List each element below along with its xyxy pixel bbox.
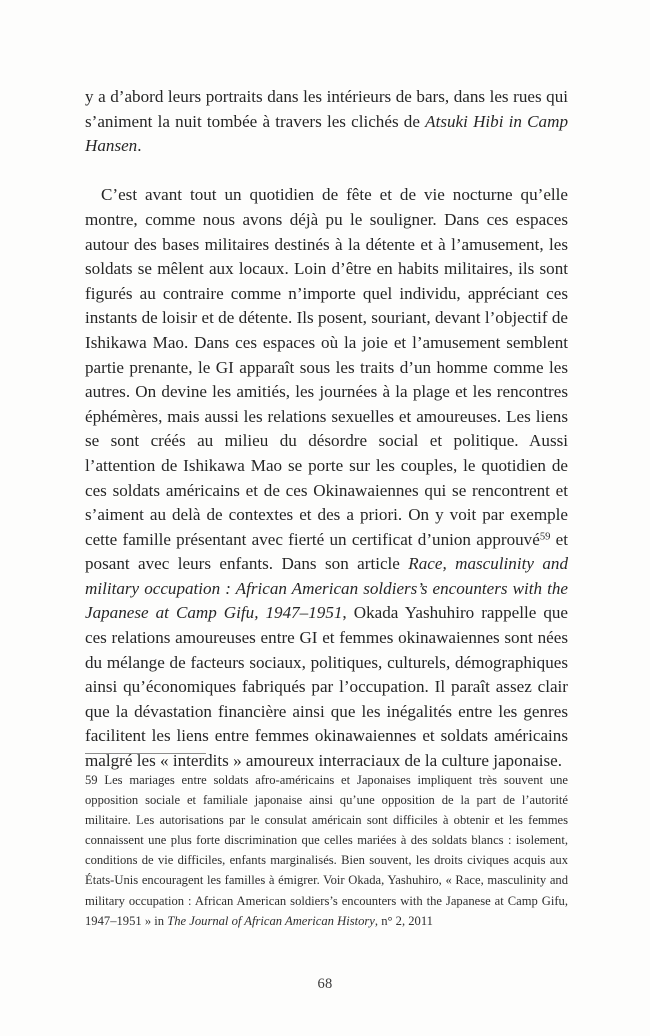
footnote-59-run-1: 59 Les mariages entre soldats afro-américains et Japonaises impliquent très souvent une opposition sociale et familiale japonaise ainsi qu’une opposition de la part de l’autorité militaire. Les autorisations par le consulat américain sont difficiles à obtenir et les femmes connaissent une plus forte discrimination que celles mariées à des soldats blancs : isolement, conditions de vie difficiles, enfants marginalisés. Bien souvent, les droits civiques acquis aux États-Unis encouragent les familles à émigrer. Voir Okada, Yashuhiro, « Race, masculinity and military occupation : African American soldiers’s encounters with the Japanese at Camp Gifu, 1947–1951 » in: [85, 773, 568, 928]
paragraph-continued-run-2: .: [137, 136, 142, 156]
footnote-block: [85, 753, 568, 931]
footnote-separator-rule: [85, 753, 206, 754]
italic-work-title-atsuki-hibi: Atsuki Hibi in Camp Hansen: [85, 111, 568, 156]
paragraph-main-run-3: , Okada Yashuhiro rappelle que ces relations amoureuses entre GI et femmes okinawaiennes sont nées du mélange de facteurs sociaux, politiques, culturels, démographiques ainsi qu’économiques fabriqués par l’occupation. Il paraît assez clair que la dévastation financière ainsi que les inégalités entre les genres facilitent les liens entre femmes okinawaiennes et soldats américains malgré les « interdits » amoureux interraciaux de la culture japonaise.: [85, 603, 568, 771]
paragraph-continued: [85, 85, 568, 159]
paragraph-main: [85, 183, 568, 773]
footnote-reference-59[interactable]: 59: [539, 531, 551, 543]
paragraph-main-run-1: C’est avant tout un quotidien de fête et de vie nocturne qu’elle montre, comme nous avons déjà pu le souligner. Dans ces espaces autour des bases militaires destinés à la détente et à l’amusement, les soldats se mêlent aux locaux. Loin d’être en habits militaires, ils sont figurés au contraire comme n’importe quel individu, appréciant ces instants de loisir et de détente. Ils posent, souriant, devant l’objectif de Ishikawa Mao. Dans ces espaces où la joie et l’amusement semblent partie prenante, le GI apparaît sous les traits d’un homme comme les autres. On devine les amitiés, les journées à la plage et les rencontres éphémères, mais aussi les relations sexuelles et amoureuses. Les liens se sont créés au milieu du désordre social et politique. Aussi l’attention de Ishikawa Mao se porte sur les couples, le quotidien de ces soldats américains et de ces Okinawaiennes qui se rencontrent et s’aiment au delà de contextes et des a priori. On y voit par exemple cette famille présentant avec fierté un certificat d’union approuvé: [85, 185, 568, 549]
page-number: 68: [317, 976, 333, 992]
italic-article-title-race-masculinity: Race, masculinity and military occupation : African American soldiers’s encounters with the Japanese at Camp Gifu, 1947–1951: [85, 554, 568, 623]
paragraph-continued-run-1: y a d’abord leurs portraits dans les intérieurs de bars, dans les rues qui s’animent la nuit tombée à travers les clichés de: [85, 87, 568, 131]
paragraph-main-run-2: et posant avec leurs enfants. Dans son article: [85, 529, 568, 574]
footnote-59-run-2: , n° 2, 2011: [374, 913, 433, 928]
italic-journal-title: The Journal of African American History: [167, 913, 375, 928]
body-text-column: [85, 85, 568, 774]
footnote-59: [85, 770, 568, 931]
